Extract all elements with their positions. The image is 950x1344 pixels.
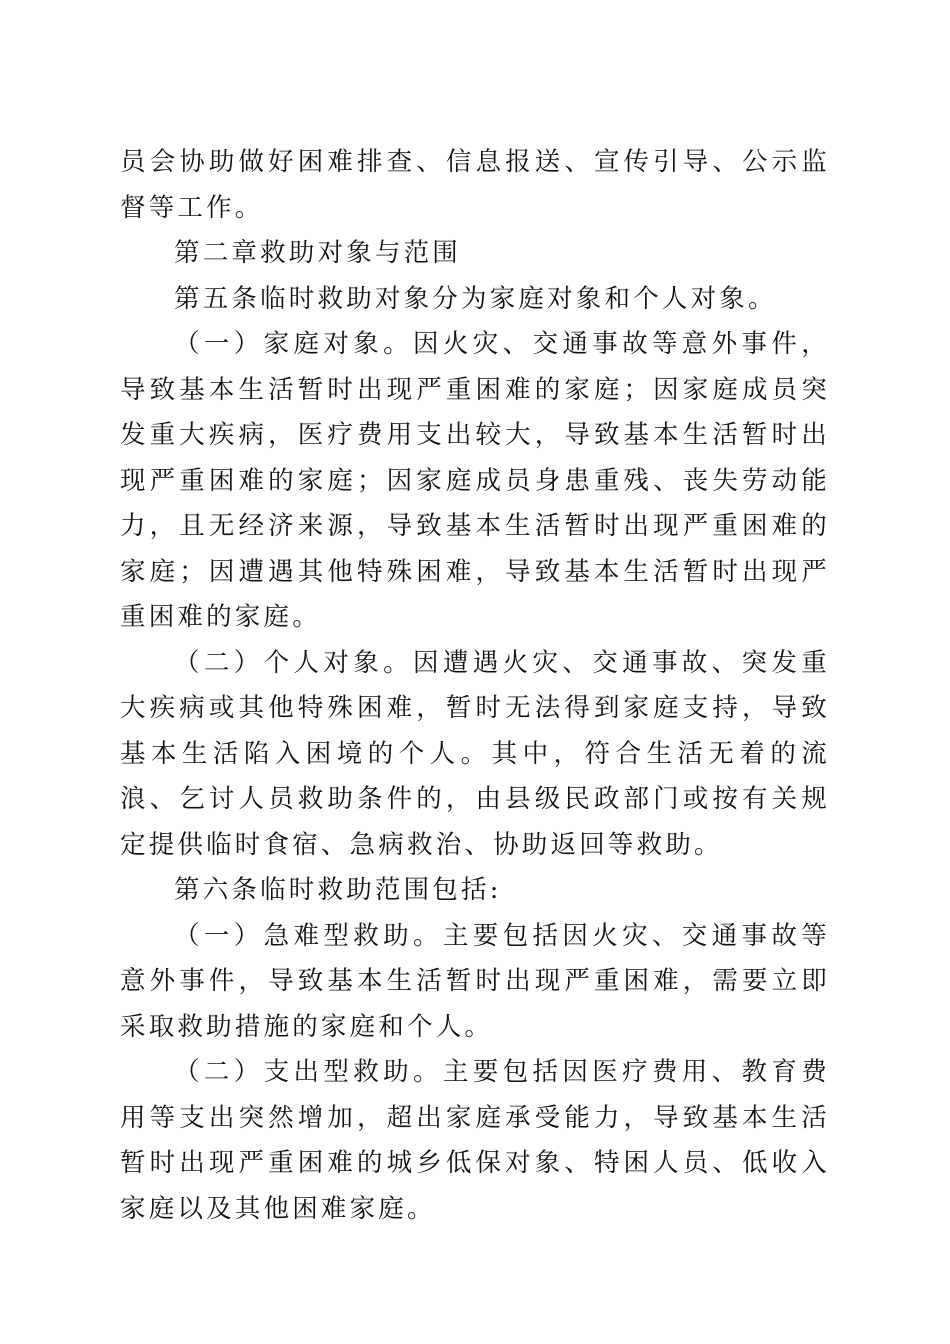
article-5-paragraph: 第五条临时救助对象分为家庭对象和个人对象。 [174,283,777,314]
article-6-paragraph: 第六条临时救助范围包括: [174,875,502,905]
article-6-item-2-paragraph: （二）支出型救助。主要包括因医疗费用、教育费用等支出突然增加，超出家庭承受能力，导致基本生活暂时出现严重困难的城乡低保对象、特困人员、低收入家庭以及其他困难家庭。 [120,1057,830,1224]
article-5-item-1-paragraph: （一）家庭对象。因火灾、交通事故等意外事件，导致基本生活暂时出现严重困难的家庭；因家庭成员突发重大疾病，医疗费用支出较大，导致基本生活暂时出现严重困难的家庭；因家庭成员身患重残、丧失劳动能力，且无经济来源，导致基本生活暂时出现严重困难的家庭；因遭遇其他特殊困难，导致基本生活暂时出现严重困难的家庭。 [120,329,830,632]
chapter-heading: 第二章救助对象与范围 [174,238,462,268]
article-6-item-1-paragraph: （一）急难型救助。主要包括因火灾、交通事故等意外事件，导致基本生活暂时出现严重困难，需要立即采取救助措施的家庭和个人。 [120,920,830,1042]
document-page [120,140,830,1232]
article-5-item-2-paragraph: （二）个人对象。因遭遇火灾、交通事故、突发重大疾病或其他特殊困难，暂时无法得到家庭支持，导致基本生活陷入困境的个人。其中，符合生活无着的流浪、乞讨人员救助条件的，由县级民政部门或按有关规定提供临时食宿、急病救治、协助返回等救助。 [120,647,830,860]
paragraph-continuation: 员会协助做好困难排查、信息报送、宣传引导、公示监督等工作。 [120,147,830,223]
